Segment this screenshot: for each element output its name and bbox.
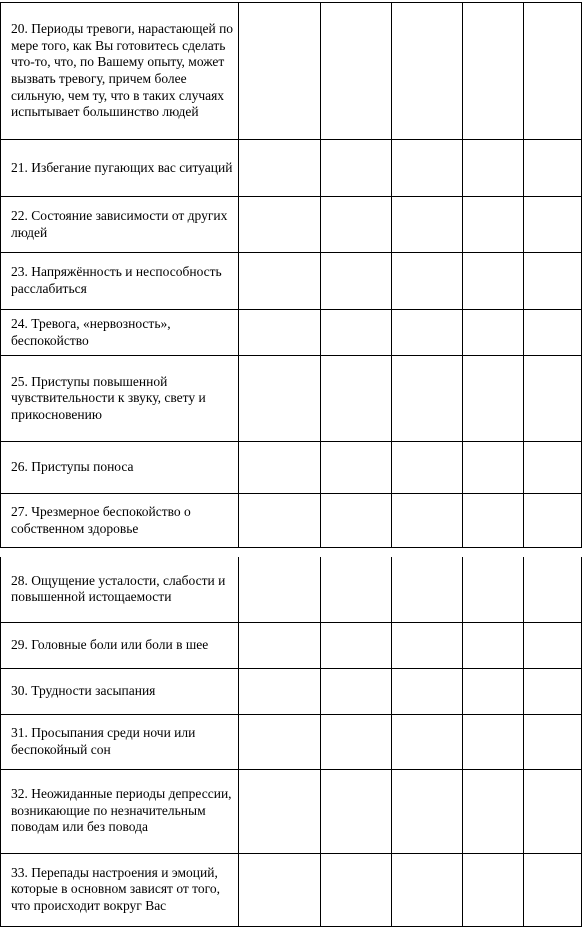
answer-cell[interactable] xyxy=(321,769,392,853)
answer-cell[interactable] xyxy=(463,494,524,548)
answer-cell[interactable] xyxy=(239,3,321,140)
answer-cell[interactable] xyxy=(524,668,582,714)
table-row xyxy=(1,356,582,442)
answer-cell[interactable] xyxy=(392,557,463,622)
symptom-label: 20. Периоды тревоги, нарастающей по мере того, как Вы готовитесь сделать что-то, что, по Вашему опыту, может вызвать тревогу, причем более сильную, чем ту, что в таких случаях испытывает большинство людей xyxy=(1,3,239,140)
answer-cell[interactable] xyxy=(392,356,463,442)
answer-cell[interactable] xyxy=(392,253,463,310)
answer-cell[interactable] xyxy=(239,622,321,668)
table-row xyxy=(1,310,582,356)
answer-cell[interactable] xyxy=(524,622,582,668)
answer-cell[interactable] xyxy=(392,494,463,548)
answer-cell[interactable] xyxy=(463,853,524,926)
symptom-label: 25. Приступы повышенной чувствительности к звуку, свету и прикосновению xyxy=(1,356,239,442)
answer-cell[interactable] xyxy=(463,356,524,442)
answer-cell[interactable] xyxy=(239,853,321,926)
answer-cell[interactable] xyxy=(524,442,582,494)
symptom-label: 26. Приступы поноса xyxy=(1,442,239,494)
symptom-label: 24. Тревога, «нервозность», беспокойство xyxy=(1,310,239,356)
answer-cell[interactable] xyxy=(321,253,392,310)
symptom-label: 29. Головные боли или боли в шее xyxy=(1,622,239,668)
answer-cell[interactable] xyxy=(524,310,582,356)
answer-cell[interactable] xyxy=(463,622,524,668)
answer-cell[interactable] xyxy=(321,3,392,140)
table-row xyxy=(1,253,582,310)
table-row xyxy=(1,140,582,197)
answer-cell[interactable] xyxy=(524,3,582,140)
answer-cell[interactable] xyxy=(524,853,582,926)
answer-cell[interactable] xyxy=(463,442,524,494)
answer-cell[interactable] xyxy=(239,356,321,442)
answer-cell[interactable] xyxy=(524,557,582,622)
answer-cell[interactable] xyxy=(392,442,463,494)
answer-cell[interactable] xyxy=(392,3,463,140)
answer-cell[interactable] xyxy=(392,668,463,714)
answer-cell[interactable] xyxy=(463,3,524,140)
symptom-label: 27. Чрезмерное беспокойство о собственном здоровье xyxy=(1,494,239,548)
answer-cell[interactable] xyxy=(463,310,524,356)
answer-cell[interactable] xyxy=(239,668,321,714)
answer-cell[interactable] xyxy=(321,557,392,622)
table-row xyxy=(1,442,582,494)
table-row xyxy=(1,197,582,253)
answer-cell[interactable] xyxy=(321,356,392,442)
answer-cell[interactable] xyxy=(239,494,321,548)
answer-cell[interactable] xyxy=(392,853,463,926)
answer-cell[interactable] xyxy=(392,622,463,668)
symptom-label: 21. Избегание пугающих вас ситуаций xyxy=(1,140,239,197)
answer-cell[interactable] xyxy=(321,197,392,253)
symptom-label: 22. Состояние зависимости от других людей xyxy=(1,197,239,253)
answer-cell[interactable] xyxy=(463,714,524,769)
questionnaire-table-part2 xyxy=(0,557,582,927)
answer-cell[interactable] xyxy=(321,140,392,197)
symptom-label: 28. Ощущение усталости, слабости и повышенной истощаемости xyxy=(1,557,239,622)
answer-cell[interactable] xyxy=(392,140,463,197)
answer-cell[interactable] xyxy=(463,668,524,714)
answer-cell[interactable] xyxy=(524,494,582,548)
answer-cell[interactable] xyxy=(239,714,321,769)
answer-cell[interactable] xyxy=(392,310,463,356)
answer-cell[interactable] xyxy=(392,197,463,253)
answer-cell[interactable] xyxy=(239,253,321,310)
answer-cell[interactable] xyxy=(524,769,582,853)
table-row xyxy=(1,853,582,926)
answer-cell[interactable] xyxy=(321,853,392,926)
table-row xyxy=(1,668,582,714)
answer-cell[interactable] xyxy=(524,140,582,197)
answer-cell[interactable] xyxy=(524,253,582,310)
symptom-label: 33. Перепады настроения и эмоций, которые в основном зависят от того, что происходит вокруг Вас xyxy=(1,853,239,926)
answer-cell[interactable] xyxy=(321,622,392,668)
table-row xyxy=(1,3,582,140)
answer-cell[interactable] xyxy=(321,310,392,356)
answer-cell[interactable] xyxy=(239,140,321,197)
answer-cell[interactable] xyxy=(392,769,463,853)
answer-cell[interactable] xyxy=(463,197,524,253)
answer-cell[interactable] xyxy=(524,356,582,442)
answer-cell[interactable] xyxy=(239,769,321,853)
answer-cell[interactable] xyxy=(321,494,392,548)
table-row xyxy=(1,494,582,548)
answer-cell[interactable] xyxy=(321,714,392,769)
symptom-label: 23. Напряжённость и неспособность расслабиться xyxy=(1,253,239,310)
answer-cell[interactable] xyxy=(463,557,524,622)
answer-cell[interactable] xyxy=(524,714,582,769)
symptom-label: 32. Неожиданные периоды депрессии, возникающие по незначительным поводам или без повода xyxy=(1,769,239,853)
answer-cell[interactable] xyxy=(239,442,321,494)
answer-cell[interactable] xyxy=(239,557,321,622)
answer-cell[interactable] xyxy=(463,769,524,853)
answer-cell[interactable] xyxy=(463,253,524,310)
symptom-label: 30. Трудности засыпания xyxy=(1,668,239,714)
answer-cell[interactable] xyxy=(321,442,392,494)
table-row xyxy=(1,714,582,769)
table-row xyxy=(1,769,582,853)
answer-cell[interactable] xyxy=(463,140,524,197)
table-row xyxy=(1,557,582,622)
answer-cell[interactable] xyxy=(524,197,582,253)
answer-cell[interactable] xyxy=(392,714,463,769)
answer-cell[interactable] xyxy=(239,310,321,356)
answer-cell[interactable] xyxy=(239,197,321,253)
questionnaire-table-part1 xyxy=(0,2,582,548)
table-row xyxy=(1,622,582,668)
answer-cell[interactable] xyxy=(321,668,392,714)
symptom-label: 31. Просыпания среди ночи или беспокойный сон xyxy=(1,714,239,769)
